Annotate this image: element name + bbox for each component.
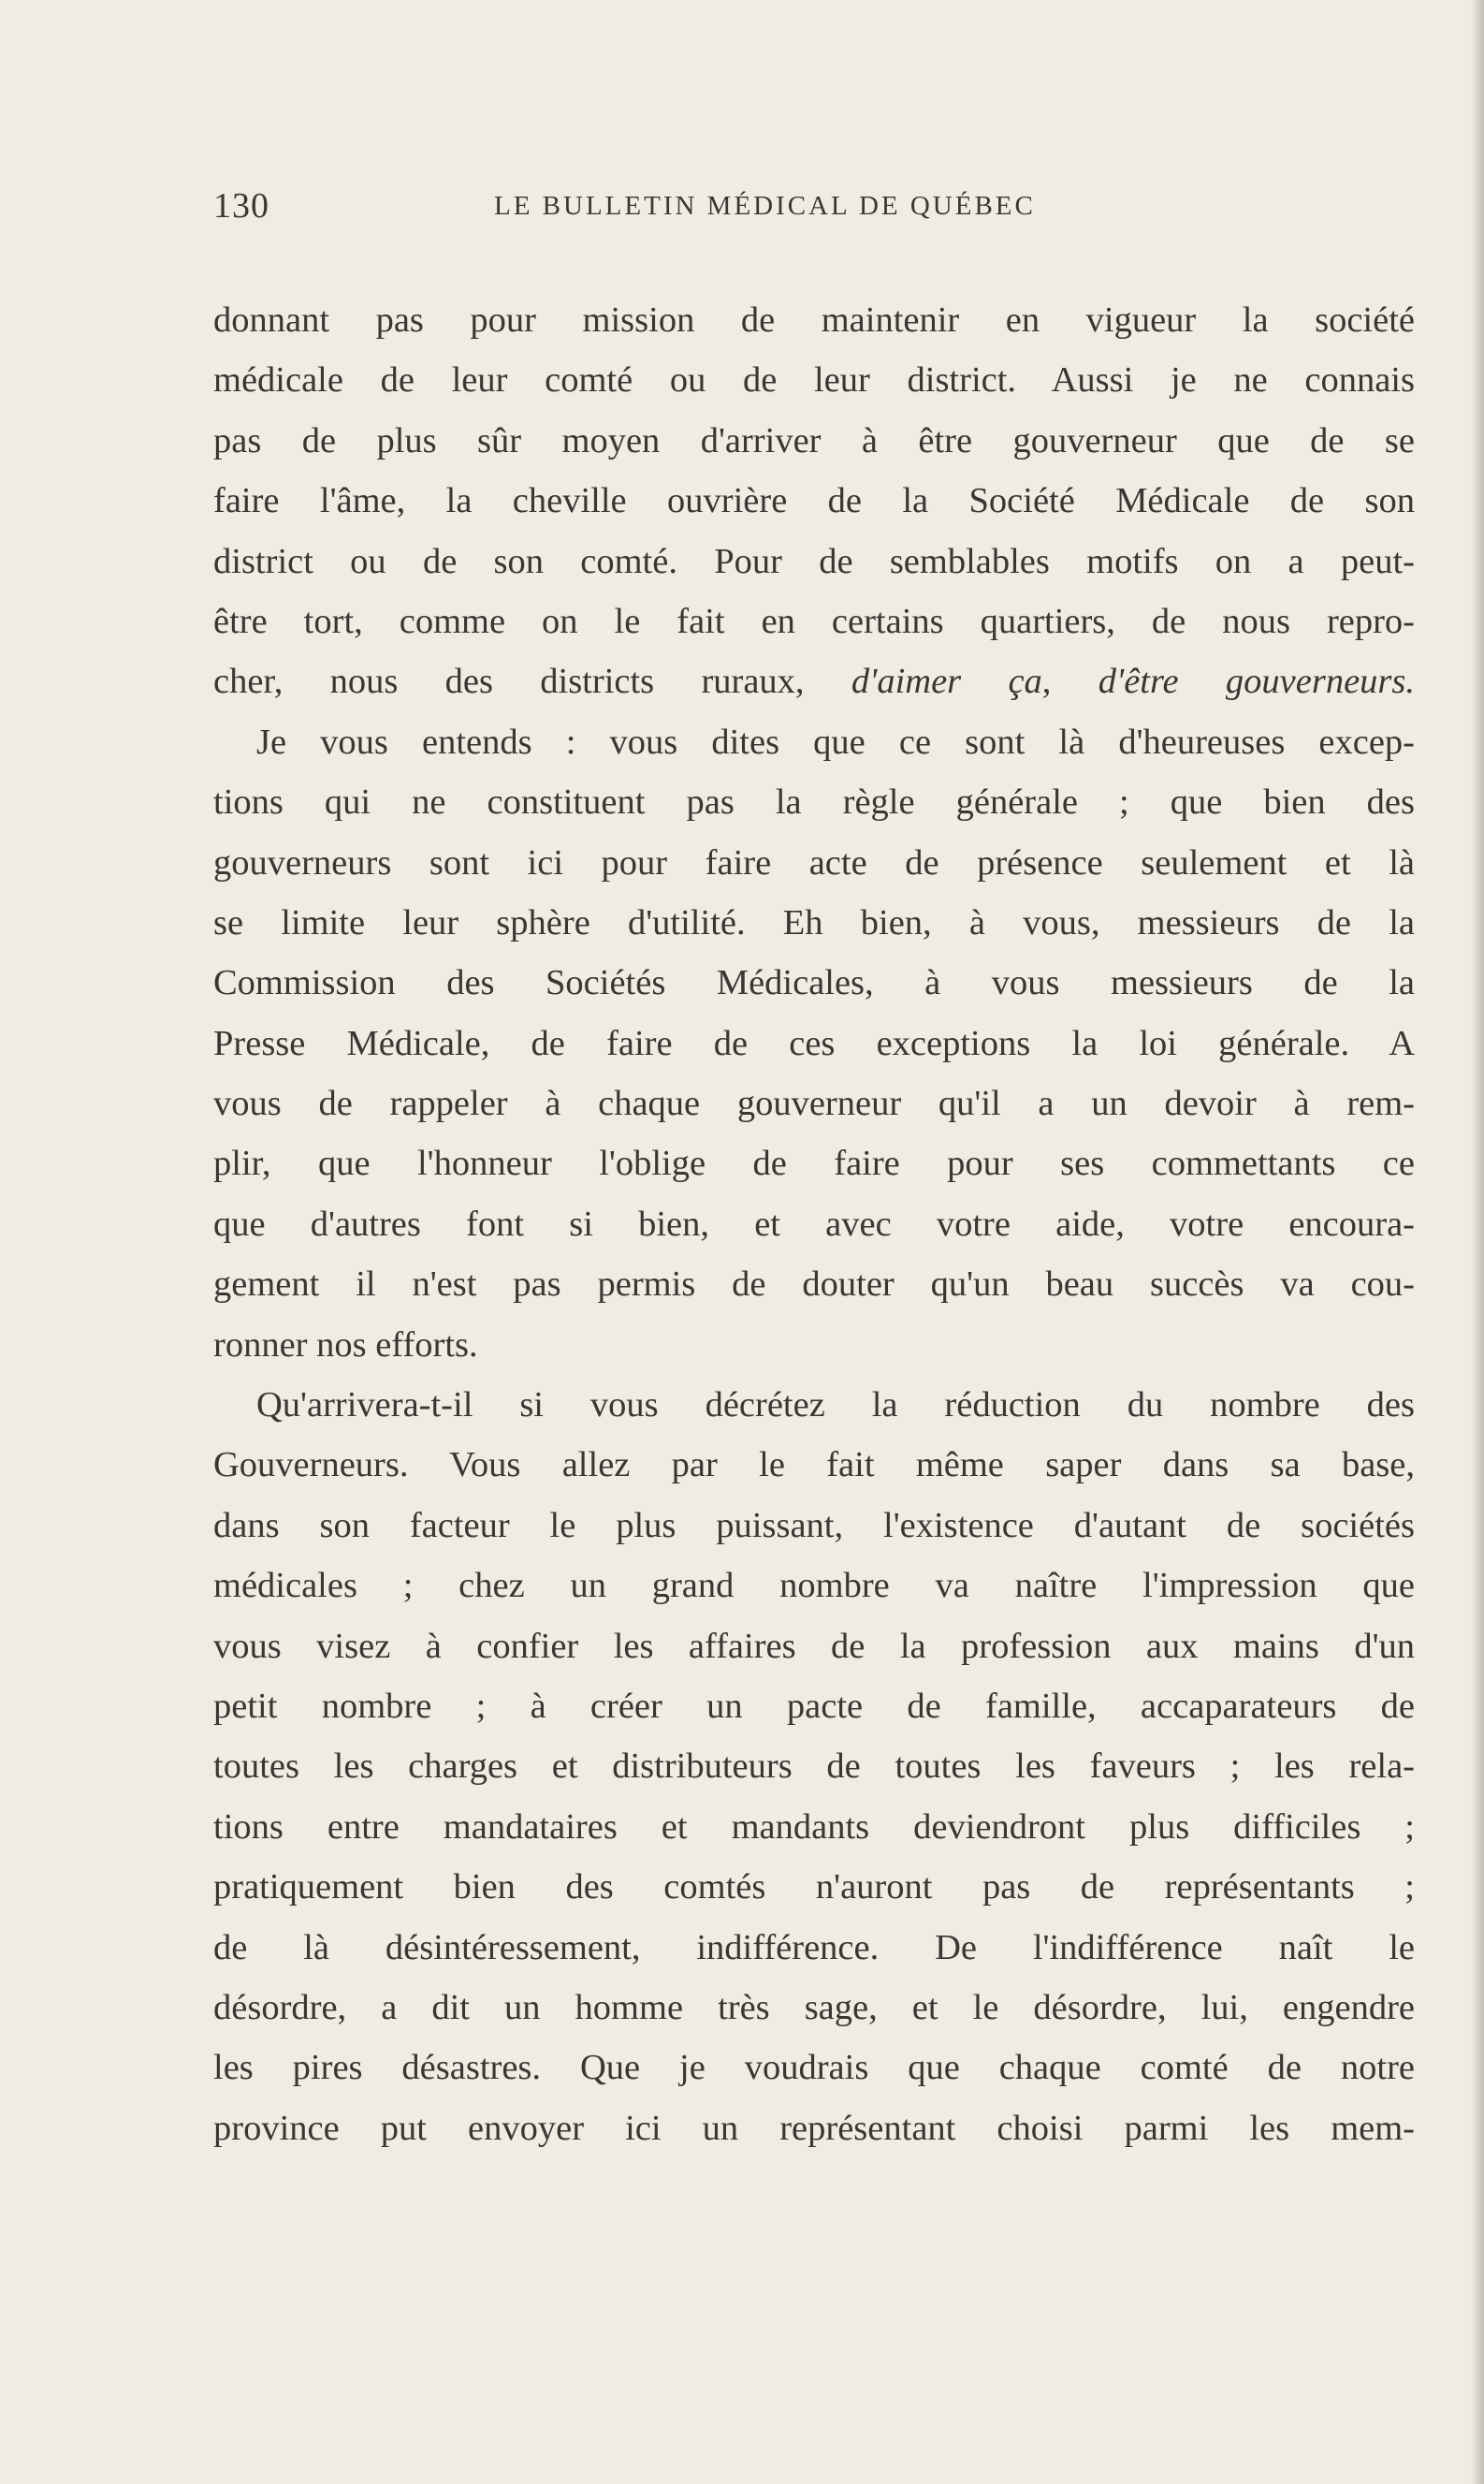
text-line: tions entre mandataires et mandants deviendront plus difficiles ; — [213, 1806, 1415, 1847]
text-line: de là désintéressement, indifférence. De l'indifférence naît le — [213, 1927, 1415, 1967]
page-edge-shadow — [1471, 0, 1484, 2484]
text-line: province put envoyer ici un représentant choisi parmi les mem- — [213, 2108, 1415, 2148]
text-line-with-italics — [213, 651, 1415, 711]
paragraph-last-line: ronner nos efforts. — [213, 1324, 478, 1365]
text-line: désordre, a dit un homme très sage, et le désordre, lui, engendre — [213, 1987, 1415, 2027]
paragraph-first-line: Je vous entends : vous dites que ce sont là d'heureuses excep- — [256, 722, 1415, 762]
text-line: médicale de leur comté ou de leur district. Aussi je ne connais — [213, 360, 1415, 401]
italic-phrase: d'aimer ça — [851, 662, 1042, 702]
text-line: se limite leur sphère d'utilité. Eh bien, à vous, messieurs de la — [213, 902, 1415, 942]
text-line: Gouverneurs. Vous allez par le fait même saper dans sa base, — [213, 1445, 1415, 1485]
text-line: donnant pas pour mission de maintenir en vigueur la société — [213, 300, 1415, 340]
text-line: gouverneurs sont ici pour faire acte de présence seulement et là — [213, 842, 1415, 883]
text-line: district ou de son comté. Pour de semblables motifs on a peut- — [213, 541, 1415, 581]
text-line: petit nombre ; à créer un pacte de famille, accaparateurs de — [213, 1686, 1415, 1726]
text-line: plir, que l'honneur l'oblige de faire pour ses commettants ce — [213, 1144, 1415, 1184]
text-line: vous visez à confier les affaires de la profession aux mains d'un — [213, 1626, 1415, 1666]
text-line: tions qui ne constituent pas la règle générale ; que bien des — [213, 782, 1415, 823]
journal-title: LE BULLETIN MÉDICAL DE QUÉBEC — [494, 191, 1036, 221]
text-line: toutes les charges et distributeurs de toutes les faveurs ; les rela- — [213, 1746, 1415, 1787]
text-line: gement il n'est pas permis de douter qu'un beau succès va cou- — [213, 1264, 1415, 1305]
text-line: médicales ; chez un grand nombre va naître l'impression que — [213, 1566, 1415, 1606]
text-line: dans son facteur le plus puissant, l'existence d'autant de sociétés — [213, 1505, 1415, 1545]
text-line: Presse Médicale, de faire de ces exceptions la loi générale. A — [213, 1023, 1415, 1063]
text-segment: , — [1041, 662, 1098, 702]
text-line: pas de plus sûr moyen d'arriver à être gouverneur que de se — [213, 420, 1415, 460]
text-line: Commission des Sociétés Médicales, à vous messieurs de la — [213, 963, 1415, 1003]
text-segment: cher, nous des districts ruraux, — [213, 662, 851, 702]
text-line: être tort, comme on le fait en certains quartiers, de nous repro- — [213, 601, 1415, 641]
body-text — [213, 290, 1415, 2158]
running-head — [213, 185, 1415, 232]
text-line: les pires désastres. Que je voudrais que chaque comté de notre — [213, 2048, 1415, 2088]
text-line: pratiquement bien des comtés n'auront pas de représentants ; — [213, 1867, 1415, 1907]
italic-phrase: d'être gouverneurs. — [1098, 662, 1416, 702]
text-line: vous de rappeler à chaque gouverneur qu'il a un devoir à rem- — [213, 1084, 1415, 1124]
text-line: que d'autres font si bien, et avec votre aide, votre encoura- — [213, 1204, 1415, 1244]
text-line: faire l'âme, la cheville ouvrière de la Société Médicale de son — [213, 481, 1415, 521]
page-number: 130 — [213, 186, 269, 226]
paragraph-first-line: Qu'arrivera-t-il si vous décrétez la réduction du nombre des — [256, 1385, 1415, 1425]
